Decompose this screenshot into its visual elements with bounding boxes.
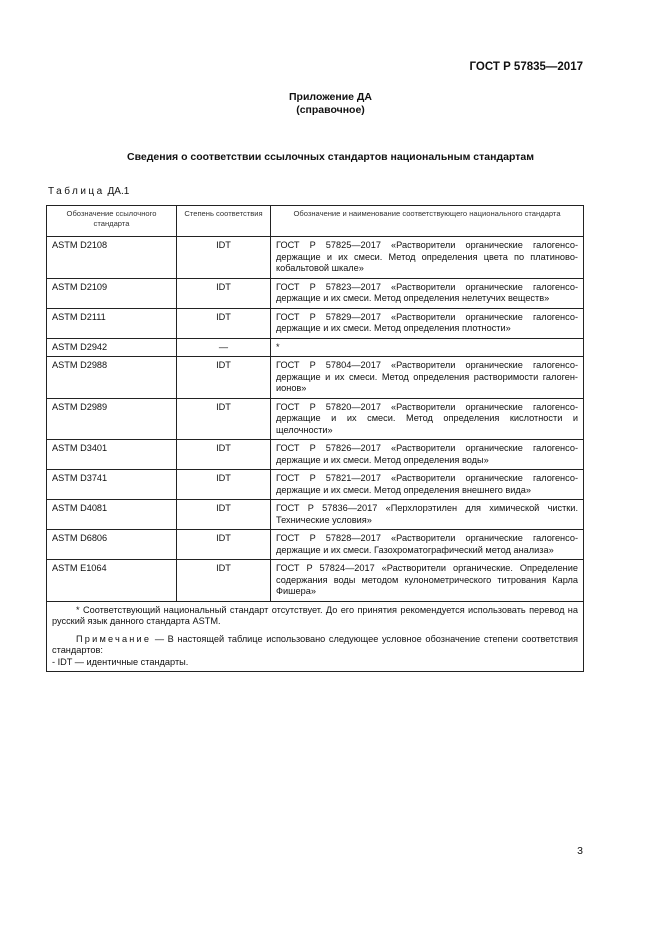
table-caption-number: ДА.1 xyxy=(107,186,130,197)
cell-degree: IDT xyxy=(177,308,271,338)
table-row xyxy=(47,440,584,470)
table-caption xyxy=(48,186,129,197)
cell-national-standard: ГОСТ Р 57828—2017 «Растворители органические галогенсо-держащие и их смеси. Газохроматографический метод анализа» xyxy=(271,530,584,560)
cell-degree: IDT xyxy=(177,470,271,500)
cell-reference-code: ASTM D3401 xyxy=(47,440,177,470)
note-item: - IDT — идентичные стандарты. xyxy=(52,656,189,667)
cell-national-standard: ГОСТ Р 57823—2017 «Растворители органические галогенсо-держащие и их смеси. Метод определения нелетучих веществ» xyxy=(271,278,584,308)
cell-degree: IDT xyxy=(177,398,271,440)
cell-reference-code: ASTM D2111 xyxy=(47,308,177,338)
cell-degree: IDT xyxy=(177,357,271,399)
footnote: * Соответствующий национальный стандарт отсутствует. До его принятия рекомендуется использовать перевод на русский язык данного стандарта ASTM. xyxy=(52,604,578,626)
cell-degree: IDT xyxy=(177,440,271,470)
appendix-subtitle: (справочное) xyxy=(296,104,365,116)
table-row xyxy=(47,278,584,308)
cell-reference-code: ASTM E1064 xyxy=(47,560,177,602)
note-label: Примечание xyxy=(76,633,152,644)
cell-national-standard: ГОСТ Р 57826—2017 «Растворители органические галогенсо-держащие и их смеси. Метод определения воды» xyxy=(271,440,584,470)
header-degree: Степень соответствия xyxy=(177,206,271,237)
appendix-title: Приложение ДА xyxy=(289,91,372,103)
cell-degree: IDT xyxy=(177,560,271,602)
cell-degree: — xyxy=(177,338,271,357)
cell-national-standard: ГОСТ Р 57836—2017 «Перхлорэтилен для химической чистки. Технические условия» xyxy=(271,500,584,530)
table-row xyxy=(47,470,584,500)
cell-reference-code: ASTM D4081 xyxy=(47,500,177,530)
appendix-heading xyxy=(0,91,661,117)
cell-national-standard: ГОСТ Р 57824—2017 «Растворители органические. Определение содержания воды методом кулонометрического титрования Карла Фишера» xyxy=(271,560,584,602)
cell-degree: IDT xyxy=(177,237,271,279)
table-row xyxy=(47,560,584,602)
document-designation: ГОСТ Р 57835—2017 xyxy=(469,61,583,73)
cell-reference-code: ASTM D2988 xyxy=(47,357,177,399)
cell-reference-code: ASTM D3741 xyxy=(47,470,177,500)
cell-national-standard: ГОСТ Р 57804—2017 «Растворители органические галогенсо-держащие и их смеси. Метод определения растворимости галоген-ионов» xyxy=(271,357,584,399)
header-reference-standard: Обозначение ссылочного стандарта xyxy=(47,206,177,237)
table-header-row xyxy=(47,206,584,237)
cell-degree: IDT xyxy=(177,278,271,308)
cell-national-standard: ГОСТ Р 57829—2017 «Растворители органические галогенсо-держащие и их смеси. Метод определения плотности» xyxy=(271,308,584,338)
table-row xyxy=(47,500,584,530)
table-row xyxy=(47,530,584,560)
cell-reference-code: ASTM D2108 xyxy=(47,237,177,279)
header-national-standard: Обозначение и наименование соответствующего национального стандарта xyxy=(271,206,584,237)
cell-reference-code: ASTM D2989 xyxy=(47,398,177,440)
cell-degree: IDT xyxy=(177,500,271,530)
table-row xyxy=(47,398,584,440)
table-row xyxy=(47,338,584,357)
table-caption-label: Таблица xyxy=(48,186,105,197)
cell-degree: IDT xyxy=(177,530,271,560)
table-row xyxy=(47,237,584,279)
correspondence-table xyxy=(46,205,584,672)
cell-reference-code: ASTM D2109 xyxy=(47,278,177,308)
note-text: — В настоящей таблице использовано следующее условное обозначение степени соответствия стандартов: xyxy=(52,633,578,655)
page-number: 3 xyxy=(577,845,583,857)
cell-national-standard: ГОСТ Р 57821—2017 «Растворители органические галогенсо-держащие и их смеси. Метод определения внешнего вида» xyxy=(271,470,584,500)
note xyxy=(52,634,578,657)
table-notes-row xyxy=(47,601,584,672)
cell-reference-code: ASTM D6806 xyxy=(47,530,177,560)
table-row xyxy=(47,357,584,399)
table-row xyxy=(47,308,584,338)
table-notes xyxy=(47,601,584,672)
section-title: Сведения о соответствии ссылочных стандартов национальным стандартам xyxy=(127,151,534,163)
cell-reference-code: ASTM D2942 xyxy=(47,338,177,357)
cell-national-standard: ГОСТ Р 57820—2017 «Растворители органические галогенсо-держащие и их смеси. Метод определения кислотности и щелочности» xyxy=(271,398,584,440)
cell-national-standard: * xyxy=(271,338,584,357)
cell-national-standard: ГОСТ Р 57825—2017 «Растворители органические галогенсо-держащие и их смеси. Метод определения цвета по платиново-кобальтовой шкале» xyxy=(271,237,584,279)
